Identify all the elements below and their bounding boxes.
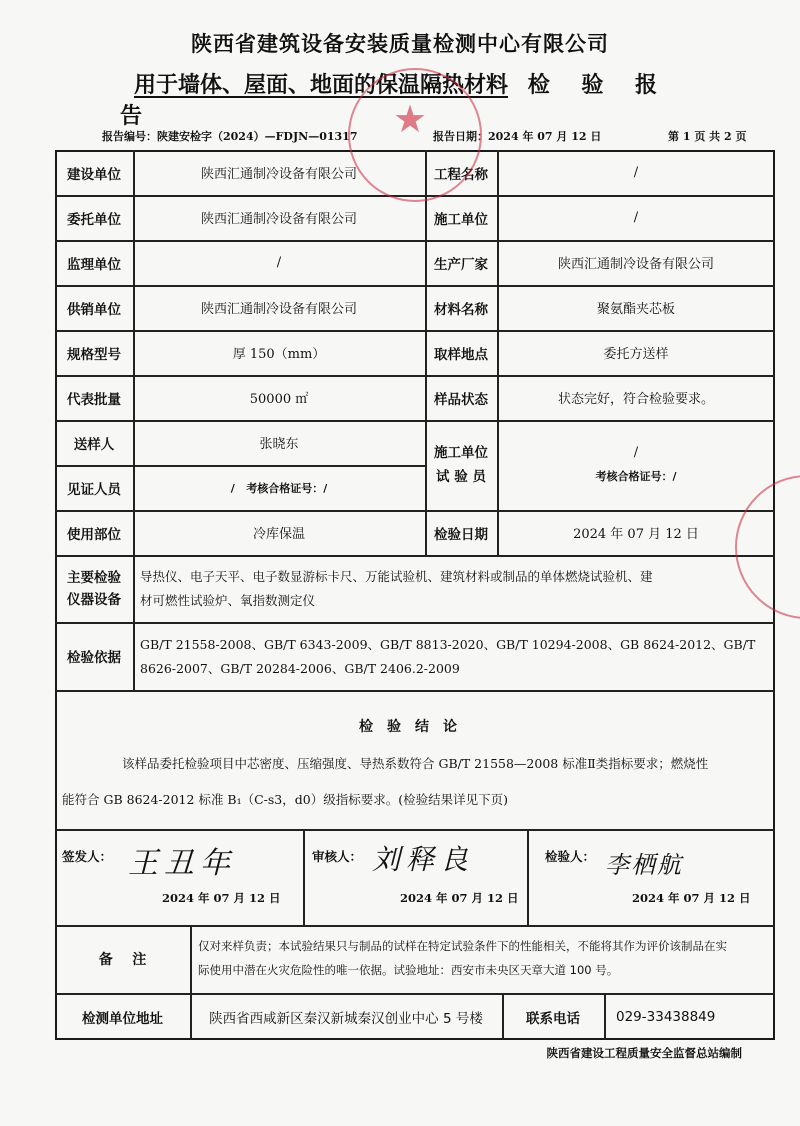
label-site-tester-line1: 施工单位 (434, 445, 488, 461)
equipment-line2: 材可燃性试验炉、氧指数测定仪 (140, 593, 316, 608)
conclusion-title: 检验结论 (359, 719, 471, 735)
label-test-date: 检验日期 (434, 526, 488, 543)
remarks-line2: 际使用中潜在火灾危险性的唯一依据。试验地址：西安市未央区天章大道 100 号。 (198, 963, 619, 977)
equipment-line1: 导热仪、电子天平、电子数显游标卡尺、万能试验机、建筑材料或制品的单体燃烧试验机、建 (140, 569, 653, 584)
value-supervisor-unit: / (276, 255, 282, 270)
value-test-basis (140, 633, 772, 681)
value-equipment (140, 565, 772, 613)
label-client-unit: 委托单位 (67, 211, 121, 228)
value-remarks (198, 934, 773, 982)
reviewer-signature: 刘释良 (372, 843, 475, 876)
label-equipment-line1: 主要检验 (67, 569, 121, 586)
report-title-suffix: 检 验 报 告 (120, 73, 670, 129)
label-manufacturer: 生产厂家 (434, 256, 488, 273)
label-phone: 联系电话 (526, 1010, 580, 1027)
label-material-name: 材料名称 (434, 301, 488, 318)
value-test-date: 2024 年 07 月 12 日 (573, 527, 699, 542)
reviewer-date: 2024 年 07 月 12 日 (400, 891, 519, 905)
inspector-label: 检验人： (545, 849, 596, 864)
value-material-name: 聚氨酯夹芯板 (596, 302, 675, 317)
label-usage-location: 使用部位 (67, 526, 121, 543)
value-contractor: / (633, 210, 639, 225)
label-sender: 送样人 (73, 436, 115, 453)
label-batch-quantity: 代表批量 (67, 391, 121, 408)
value-site-tester-line1: / (633, 445, 639, 460)
inspector-date: 2024 年 07 月 12 日 (632, 891, 751, 905)
value-site-tester-line2: 考核合格证号：/ (595, 470, 677, 483)
label-project-name: 工程名称 (434, 166, 488, 183)
value-sample-condition: 状态完好，符合检验要求。 (557, 392, 714, 407)
footer-compiler: 陕西省建设工程质量安全监督总站编制 (546, 1046, 742, 1060)
label-witness: 见证人员 (67, 481, 121, 498)
star-icon: ★ (393, 97, 428, 141)
label-remarks: 备 注 (98, 952, 147, 968)
label-test-basis: 检验依据 (67, 650, 121, 666)
issuer-label: 签发人： (62, 849, 113, 864)
label-specification: 规格型号 (67, 346, 121, 363)
divider (55, 555, 775, 557)
label-contractor: 施工单位 (434, 211, 488, 228)
conclusion-line2: 能符合 GB 8624-2012 标准 B₁（C-s3，d0）级指标要求。(检验结果详见下页) (62, 792, 508, 807)
value-sampling-site: 委托方送样 (603, 347, 669, 362)
basis-line1: GB/T 21558-2008、GB/T 6343-2009、GB/T 8813-2020、GB/T 10294-2008、GB 8624-2012、GB/T (140, 637, 756, 652)
value-supplier: 陕西汇通制冷设备有限公司 (200, 302, 357, 317)
divider (55, 829, 775, 831)
remarks-line1: 仅对来样负责；本试验结果只与制品的试样在特定试验条件下的性能相关，不能将其作为评价该制品在实 (198, 939, 727, 953)
issuer-date: 2024 年 07 月 12 日 (162, 891, 281, 905)
value-site-tester (497, 420, 775, 510)
page-info: 第 1 页 共 2 页 (668, 130, 747, 143)
label-equipment (55, 555, 133, 622)
report-number-label: 报告编号： (102, 130, 157, 143)
conclusion-text (62, 746, 772, 818)
value-client-unit: 陕西汇通制冷设备有限公司 (200, 212, 357, 227)
value-witness: / 考核合格证号：/ (230, 481, 328, 495)
divider (55, 622, 775, 624)
report-date-label: 报告日期： (433, 130, 488, 143)
divider (303, 829, 305, 925)
label-site-tester-line2: 试 验 员 (436, 469, 486, 485)
report-title (120, 68, 720, 129)
value-specification: 厚 150（mm） (232, 347, 326, 362)
value-phone: 029-33438849 (616, 1008, 716, 1025)
basis-line2: 8626-2007、GB/T 20284-2006、GB/T 2406.2-2009 (140, 661, 460, 676)
reviewer-label: 审核人： (312, 849, 363, 864)
label-lab-address: 检测单位地址 (82, 1010, 163, 1027)
report-date (433, 128, 601, 144)
company-name: 陕西省建筑设备安装质量检测中心有限公司 (191, 32, 609, 56)
report-number (102, 128, 358, 144)
report-number-value: 陕建安检字（2024）—FDJN—01317 (157, 130, 358, 143)
value-manufacturer: 陕西汇通制冷设备有限公司 (557, 257, 714, 272)
label-sampling-site: 取样地点 (434, 346, 488, 363)
divider (55, 690, 775, 692)
value-lab-address: 陕西省西咸新区秦汉新城秦汉创业中心 5 号楼 (209, 1010, 483, 1027)
label-supplier: 供销单位 (67, 301, 121, 318)
report-date-value: 2024 年 07 月 12 日 (488, 130, 602, 143)
value-sender: 张晓东 (259, 437, 299, 452)
label-site-tester (425, 420, 497, 510)
issuer-signature: 王丑年 (128, 846, 236, 881)
label-equipment-line2: 仪器设备 (67, 591, 121, 608)
label-supervisor-unit: 监理单位 (67, 256, 121, 273)
value-project-name: / (633, 165, 639, 180)
label-sample-condition: 样品状态 (434, 391, 488, 408)
value-construction-unit: 陕西汇通制冷设备有限公司 (200, 167, 357, 182)
label-construction-unit: 建设单位 (67, 166, 121, 183)
divider (527, 829, 529, 925)
conclusion-line1: 该样品委托检验项目中芯密度、压缩强度、导热系数符合 GB/T 21558—2008 标准Ⅱ类指标要求；燃烧性 (122, 756, 709, 771)
value-batch-quantity: 50000 ㎡ (249, 392, 309, 407)
report-title-subject: 用于墙体、屋面、地面的保温隔热材料 (134, 73, 509, 98)
value-usage-location: 冷库保温 (252, 527, 305, 542)
inspector-signature: 李栖航 (605, 851, 683, 879)
